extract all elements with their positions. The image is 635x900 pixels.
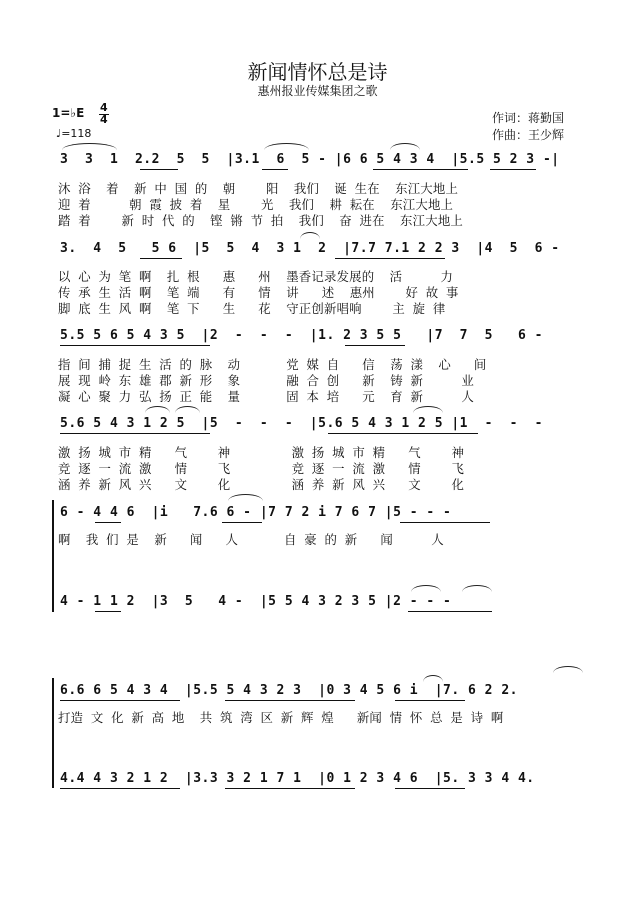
lyric-line-5: 啊 我 们 是 新 闻 人 自 豪 的 新 闻 人 xyxy=(58,532,444,547)
lyric-line-2-verse-1: 以 心 为 笔 啊 扎 根 惠 州 墨香记录发展的 活 力 xyxy=(58,269,454,284)
notation-line-7-upper: 6.6 6 5 4 3 4 |5.5 5 4 3 2 3 |0 3 4 5 6 i |7. 6 2 2. xyxy=(60,683,518,698)
composer-credit: 作曲：王少辉 xyxy=(492,128,565,142)
notation-line-1: 3 3 1 2.2 5 5 |3.1 6 5 - |6 6 5 4 3 4 |5.5 5 2 3 -| xyxy=(60,152,560,167)
lyricist-credit: 作词：蒋勤国 xyxy=(492,111,565,125)
eighth-underline xyxy=(408,611,492,612)
slur xyxy=(145,406,170,413)
slur xyxy=(175,406,200,413)
eighth-underline xyxy=(395,788,465,789)
lyric-line-2-verse-3: 脚 底 生 风 啊 笔 下 生 花 守正创新唱响 主 旋 律 xyxy=(58,301,446,316)
eighth-underline xyxy=(60,788,180,789)
eighth-underline xyxy=(373,169,468,170)
lyric-line-4-verse-1: 激 扬 城 市 精 气 神 激 扬 城 市 精 气 神 xyxy=(58,445,465,460)
eighth-underline xyxy=(95,611,121,612)
notation-line-4: 5.6 5 4 3 1 2 5 |5 - - - |5.6 5 4 3 1 2 5 |1 - - - xyxy=(60,416,543,431)
eighth-underline xyxy=(335,258,445,259)
eighth-underline xyxy=(328,433,478,434)
key-signature: 1=♭E xyxy=(52,106,85,120)
eighth-underline xyxy=(95,522,121,523)
lyric-line-7: 打造 文 化 新 高 地 共 筑 湾 区 新 辉 煌 新闻 情 怀 总 是 诗 啊 xyxy=(58,710,504,725)
eighth-underline xyxy=(262,169,288,170)
eighth-underline xyxy=(140,258,182,259)
slur xyxy=(228,494,263,501)
system-brace-bar xyxy=(52,678,54,788)
lyric-line-1-verse-2: 迎 着 朝 霞 披 着 星 光 我们 耕 耘在 东江大地上 xyxy=(58,197,454,212)
eighth-underline xyxy=(490,169,536,170)
lyric-line-3-verse-3: 凝 心 聚 力 弘 扬 正 能 量 固 本 培 元 育 新 人 xyxy=(58,389,474,404)
slur xyxy=(553,666,583,673)
slur xyxy=(62,143,117,150)
time-signature-denominator: 4 xyxy=(100,113,108,126)
eighth-underline xyxy=(60,345,210,346)
eighth-underline xyxy=(222,522,262,523)
lyric-line-3-verse-1: 指 间 捕 捉 生 活 的 脉 动 党 媒 自 信 荡 漾 心 间 xyxy=(58,357,487,372)
eighth-underline xyxy=(395,700,465,701)
slur xyxy=(462,585,492,592)
eighth-underline xyxy=(140,169,178,170)
notation-line-3: 5.5 5 6 5 4 3 5 |2 - - - |1. 2 3 5 5 |7 7 5 6 - xyxy=(60,328,543,343)
slur xyxy=(390,143,420,150)
lyric-line-1-verse-1: 沐 浴 着 新 中 国 的 朝 阳 我们 诞 生在 东江大地上 xyxy=(58,181,459,196)
song-subtitle: 惠州报业传媒集团之歌 xyxy=(257,84,378,98)
eighth-underline xyxy=(345,345,405,346)
notation-line-8-lower: 4.4 4 3 2 1 2 |3.3 3 2 1 7 1 |0 1 2 3 4 6 |5. 3 3 4 4. xyxy=(60,771,535,786)
slur xyxy=(413,406,443,413)
tempo-marking: ♩=118 xyxy=(56,127,92,140)
notation-line-6-lower: 4 - 1 1 2 |3 5 4 - |5 5 4 3 2 3 5 |2 - - - xyxy=(60,594,452,609)
song-title: 新闻情怀总是诗 xyxy=(247,60,388,84)
slur xyxy=(264,143,309,150)
eighth-underline xyxy=(400,522,490,523)
slur xyxy=(411,585,441,592)
time-signature-numerator: 4 xyxy=(100,101,108,114)
system-brace-bar xyxy=(52,500,54,612)
slur xyxy=(423,675,443,682)
lyric-line-4-verse-3: 涵 养 新 风 兴 文 化 涵 养 新 风 兴 文 化 xyxy=(58,477,465,492)
lyric-line-3-verse-2: 展 现 岭 东 雄 郡 新 形 象 融 合 创 新 铸 新 业 xyxy=(58,373,474,388)
eighth-underline xyxy=(225,788,355,789)
eighth-underline xyxy=(60,700,180,701)
eighth-underline xyxy=(225,700,355,701)
slur xyxy=(300,232,320,239)
notation-line-5-upper: 6 - 4 4 6 |i 7.6 6 - |7 7 2 i 7 6 7 |5 - - - xyxy=(60,505,452,520)
lyric-line-4-verse-2: 竞 逐 一 流 激 情 飞 竞 逐 一 流 激 情 飞 xyxy=(58,461,465,476)
lyric-line-1-verse-3: 踏 着 新 时 代 的 铿 锵 节 拍 我们 奋 进在 东江大地上 xyxy=(58,213,464,228)
eighth-underline xyxy=(60,433,210,434)
notation-line-2: 3. 4 5 5 6 |5 5 4 3 1 2 |7.7 7.1 2 2 3 |4 5 6 - xyxy=(60,241,560,256)
lyric-line-2-verse-2: 传 承 生 活 啊 笔 端 有 情 讲 述 惠州 好 故 事 xyxy=(58,285,459,300)
